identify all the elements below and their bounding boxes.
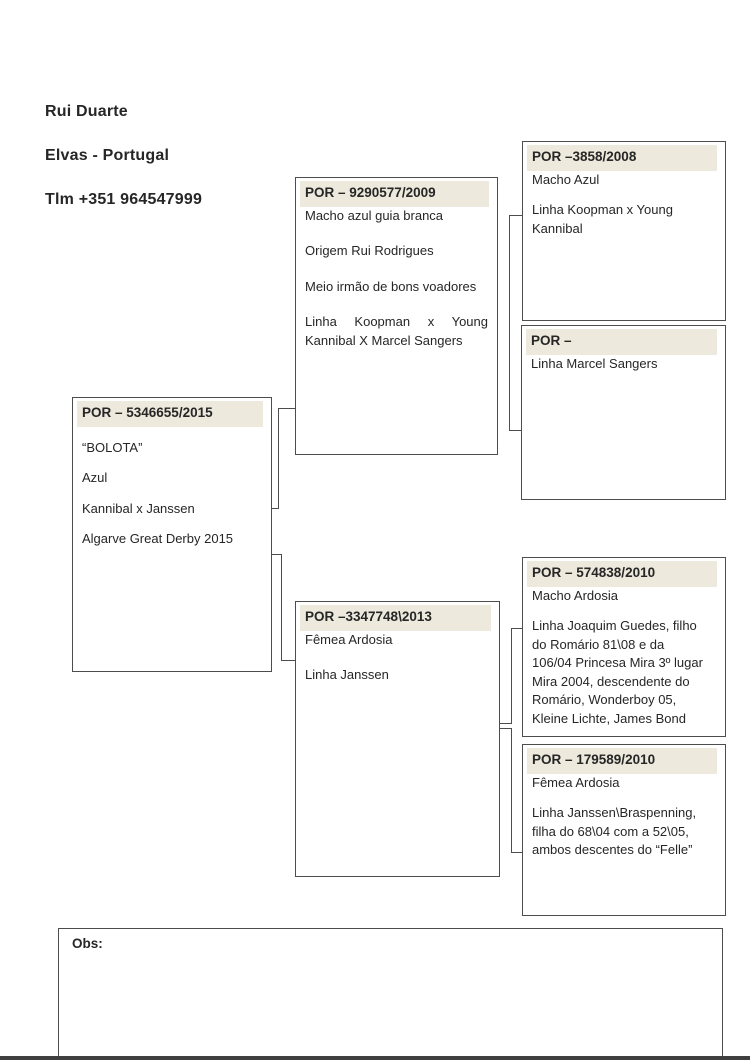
pedigree-box-sire-sire (522, 141, 726, 321)
box-line: Origem Rui Rodrigues (305, 243, 434, 258)
box-line: Linha Koopman x Young (305, 314, 488, 329)
connector-line (278, 408, 279, 509)
box-line: filha do 68\04 com a 52\05, (532, 823, 689, 839)
connector-line (500, 728, 511, 729)
box-line: Romário, Wonderboy 05, (532, 692, 677, 707)
box-line: Azul (82, 470, 108, 485)
obs-box (58, 928, 723, 1060)
box-line: Linha Janssen\Braspenning, (532, 805, 697, 820)
box-line: Linha Joaquim Guedes, filho (532, 618, 697, 633)
connector-line (509, 215, 522, 216)
connector-line (511, 852, 522, 853)
box-line: Fêmea Ardosia (532, 774, 620, 790)
box-line: do Romário 81\08 e da (532, 636, 665, 652)
connector-line (272, 554, 281, 555)
box-line: Fêmea Ardosia (305, 631, 393, 647)
box-line: ambos descentes do “Felle” (532, 842, 693, 857)
ring-number: POR – 5346655/2015 (77, 401, 263, 427)
pedigree-box-dam-sire (522, 557, 726, 737)
connector-line (281, 660, 295, 661)
ring-number: POR – 574838/2010 (527, 561, 717, 587)
box-line: 106/04 Princesa Mira 3º lugar (532, 655, 703, 670)
owner-phone: Tlm +351 964547999 (45, 191, 203, 208)
box-line: Kannibal X Marcel Sangers (305, 332, 463, 348)
connector-line (509, 215, 510, 431)
obs-label: Obs: (72, 936, 103, 951)
connector-line (511, 628, 522, 629)
pedigree-box-dam-dam (522, 744, 726, 916)
box-line: Macho Ardosia (532, 587, 618, 603)
connector-line (509, 430, 521, 431)
connector-line (511, 628, 512, 724)
box-line: Linha Koopman x Young (532, 202, 673, 217)
owner-name: Rui Duarte (45, 103, 128, 120)
box-line: Linha Marcel Sangers (531, 355, 658, 371)
box-line: Mira 2004, descendente do (532, 673, 690, 689)
ring-number: POR – 179589/2010 (527, 748, 717, 774)
connector-line (500, 723, 511, 724)
box-line: Algarve Great Derby 2015 (82, 531, 234, 546)
pedigree-box-dam (295, 601, 500, 877)
page-bottom-edge (0, 1056, 750, 1060)
ring-number: POR –3858/2008 (527, 145, 717, 171)
connector-line (278, 408, 295, 409)
box-line: Kannibal x Janssen (82, 500, 195, 516)
owner-location: Elvas - Portugal (45, 147, 170, 164)
box-line: Meio irmão de bons voadores (305, 278, 477, 294)
box-line: Macho Azul (532, 171, 600, 187)
box-line: “BOLOTA” (82, 439, 143, 455)
pedigree-box-sire (295, 177, 498, 455)
ring-number: POR –3347748\2013 (300, 605, 491, 631)
box-line: Kleine Lichte, James Bond (532, 710, 686, 726)
pedigree-box-sire-dam (521, 325, 726, 500)
ring-number: POR – (526, 329, 717, 355)
connector-line (281, 554, 282, 661)
box-line: Macho azul guia branca (305, 207, 444, 223)
ring-number: POR – 9290577/2009 (300, 181, 489, 207)
pedigree-box-subject (72, 397, 272, 672)
box-line: Kannibal (532, 220, 583, 236)
connector-line (511, 728, 512, 853)
box-line: Linha Janssen (305, 667, 389, 682)
